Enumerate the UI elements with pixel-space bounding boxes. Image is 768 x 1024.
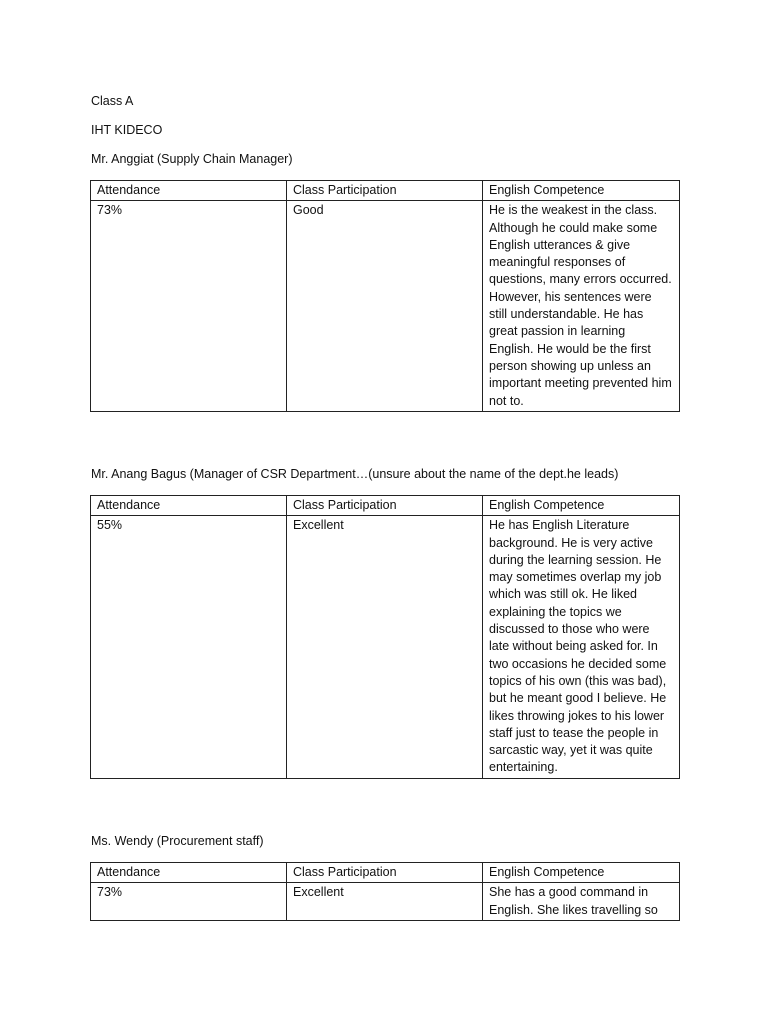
attendance-header: Attendance xyxy=(91,496,287,516)
participation-header: Class Participation xyxy=(287,863,483,883)
class-name-heading: Class A xyxy=(91,94,134,108)
student-name: Mr. Anggiat (Supply Chain Manager) xyxy=(91,152,293,166)
student-report-table xyxy=(90,862,680,921)
participation-value: Excellent xyxy=(287,516,483,778)
competence-value: He has English Literature background. He is very active during the learning session. He may sometimes overlap my job which was still ok. He liked explaining the topics we discussed to those who were late without being asked for. In two occasions he decided some topics of his own (this was bad), but he meant good I believe. He likes throwing jokes to his lower staff just to tease the people in sarcastic way, yet it was quite entertaining. xyxy=(483,516,680,778)
table-row xyxy=(91,201,680,412)
student-report-table xyxy=(90,495,680,779)
table-row xyxy=(91,516,680,778)
table-header-row xyxy=(91,181,680,201)
attendance-value: 73% xyxy=(91,201,287,412)
competence-value: He is the weakest in the class. Although he could make some English utterances & give meaningful responses of questions, many errors occurred. However, his sentences were still understandable. He has great passion in learning English. He would be the first person showing up unless an important meeting prevented him not to. xyxy=(483,201,680,412)
student-name: Mr. Anang Bagus (Manager of CSR Department…(unsure about the name of the dept.he leads) xyxy=(91,467,619,481)
participation-header: Class Participation xyxy=(287,181,483,201)
competence-header: English Competence xyxy=(483,181,680,201)
attendance-header: Attendance xyxy=(91,181,287,201)
competence-header: English Competence xyxy=(483,863,680,883)
attendance-header: Attendance xyxy=(91,863,287,883)
participation-value: Excellent xyxy=(287,883,483,921)
participation-value: Good xyxy=(287,201,483,412)
participation-header: Class Participation xyxy=(287,496,483,516)
attendance-value: 55% xyxy=(91,516,287,778)
table-row xyxy=(91,883,680,921)
company-name-heading: IHT KIDECO xyxy=(91,123,163,137)
attendance-value: 73% xyxy=(91,883,287,921)
table-header-row xyxy=(91,863,680,883)
competence-value: She has a good command in English. She likes travelling so xyxy=(483,883,680,921)
student-report-table xyxy=(90,180,680,412)
table-header-row xyxy=(91,496,680,516)
student-name: Ms. Wendy (Procurement staff) xyxy=(91,834,264,848)
competence-header: English Competence xyxy=(483,496,680,516)
